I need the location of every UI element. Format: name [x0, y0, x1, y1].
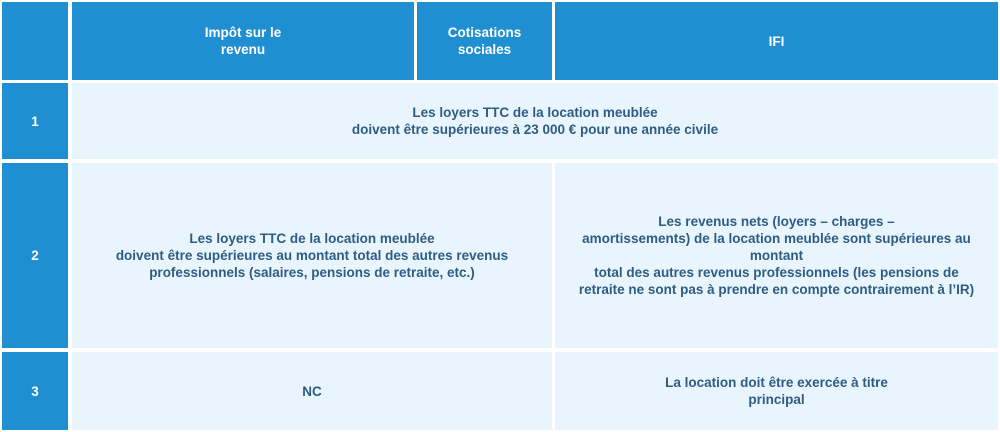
header-impot-line2: revenu — [220, 42, 266, 57]
row-2-right-line1: Les revenus nets (loyers – charges – — [658, 214, 895, 229]
row-2-left-line1: Les loyers TTC de la location meublée — [189, 231, 435, 246]
row-1-number: 1 — [31, 113, 39, 129]
header-cotisations-line1: Cotisations — [447, 25, 522, 40]
row-2-left-line2: doivent être supérieures au montant total des autres revenus — [115, 248, 509, 263]
row-1-text-line1: Les loyers TTC de la location meublée — [412, 105, 658, 120]
row-3-label — [2, 352, 68, 430]
row-1-text-line2: doivent être supérieures à 23 000 € pour une année civile — [351, 122, 719, 137]
row-1-label — [2, 83, 68, 159]
row-3-number: 3 — [31, 383, 39, 399]
row-2-right-line2: amortissements) de la location meublée sont supérieures au — [582, 231, 971, 246]
header-impot-revenu — [72, 2, 414, 80]
row-2-right-line4: total des autres revenus professionnels (les pensions de — [594, 265, 959, 280]
row-3-left-text: NC — [302, 383, 322, 399]
row-3-right-line2: principal — [748, 392, 805, 407]
row-2-label — [2, 163, 68, 348]
header-cotisations-line2: sociales — [457, 42, 512, 57]
row-1-merged-cell — [72, 83, 998, 159]
row-3-right-line1: La location doit être exercée à titre — [665, 375, 888, 390]
row-3-right-cell — [555, 352, 998, 430]
row-2-number: 2 — [31, 248, 39, 263]
row-2-right-line3: montant — [749, 248, 804, 263]
row-2-right-cell — [555, 163, 998, 348]
header-cotisations-sociales — [417, 2, 552, 80]
row-3-left-cell — [72, 352, 552, 430]
row-2-left-line3: professionnels (salaires, pensions de retraite, etc.) — [149, 265, 475, 280]
header-ifi — [555, 2, 998, 80]
header-impot-line1: Impôt sur le — [204, 25, 282, 40]
row-2-left-cell — [72, 163, 552, 348]
header-corner-cell — [2, 2, 68, 80]
row-2-right-line5: retraite ne sont pas à prendre en compte contrairement à l’IR) — [578, 282, 975, 297]
header-ifi-text: IFI — [768, 33, 785, 49]
